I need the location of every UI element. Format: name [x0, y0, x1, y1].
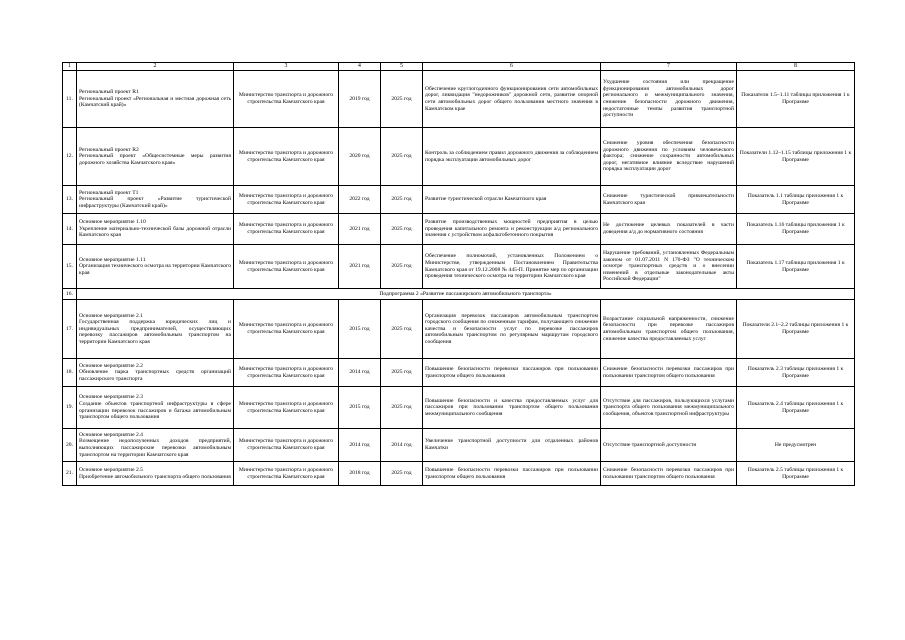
- row-number-cell: 21.: [63, 462, 77, 486]
- column-number: 8: [737, 63, 855, 71]
- end-year-cell: 2025 год: [381, 214, 423, 245]
- consequences-cell: Снижение безопасности перевозки пассажиров при пользовании транспортом общего пользования: [601, 359, 737, 387]
- consequences-cell: Ухудшение состояния или прекращение функционирования автомобильных дорог регионального и межмуниципального значения, снижение безопасности дорожного движения, недостаточные темпы развития транспортной доступности: [601, 71, 737, 128]
- table-row: [63, 128, 855, 186]
- column-number: 1: [63, 63, 77, 71]
- indicator-link-cell: Показатели 1.12–1.15 таблицы приложения 1 к Программе: [737, 128, 855, 186]
- consequences-cell: Возрастание социальной напряженности, снижение безопасности при перевозке пассажиров автомобильным транспортом общего пользования, снижение качества предоставляемых услуг: [601, 300, 737, 359]
- consequences-cell: Снижение уровня обеспечения безопасности дорожного движения по условиям человеческого фактора; снижение сохранности автомобильных дорог, негативное влияние вследствие нарушений порядка эксплуатации дорог: [601, 128, 737, 186]
- consequences-cell: Не достижение целевых показателей в части доведения а/д до нормативного состояния: [601, 214, 737, 245]
- start-year-cell: 2018 год: [339, 462, 381, 486]
- column-number: 5: [381, 63, 423, 71]
- end-year-cell: 2025 год: [381, 245, 423, 289]
- table-row: [63, 186, 855, 214]
- column-number: 6: [423, 63, 601, 71]
- expected-result-cell: Развитие производственных мощностей предприятия в целью проведения капитального ремонта и реконструкции а/д регионального значения с устройством асфальтобетонного покрытия: [423, 214, 601, 245]
- expected-result-cell: Контроль за соблюдением правил дорожного движения за соблюдением порядка эксплуатации автомобильных дорог: [423, 128, 601, 186]
- indicator-link-cell: Показатель 2.3 таблицы приложения 1 к Программе: [737, 359, 855, 387]
- indicator-link-cell: Показатели 2.1–2.2 таблицы приложения 1 к Программе: [737, 300, 855, 359]
- consequences-cell: Снижение безопасности перевозки пассажиров при пользовании транспортом общего пользования: [601, 462, 737, 486]
- column-number: 3: [234, 63, 339, 71]
- indicator-link-cell: Показатель 2.5 таблицы приложения 1 к Программе: [737, 462, 855, 486]
- row-number-cell: 11.: [63, 71, 77, 128]
- responsible-executor-cell: Министерство транспорта и дорожного строительства Камчатского края: [234, 128, 339, 186]
- row-number-cell: 17.: [63, 300, 77, 359]
- column-number: 2: [77, 63, 234, 71]
- row-number-cell: 16.: [63, 289, 77, 300]
- table-row: [63, 462, 855, 486]
- start-year-cell: 2015 год: [339, 387, 381, 429]
- table-row: [63, 387, 855, 429]
- start-year-cell: 2014 год: [339, 359, 381, 387]
- measure-name-cell: Основное мероприятие 2.5 Приобретение автомобильного транспорта общего пользования: [77, 462, 234, 486]
- indicator-link-cell: Показатели 1.5–1.11 таблицы приложения 1 к Программе: [737, 71, 855, 128]
- measure-name-cell: Основное мероприятие 2.2 Обновление парка транспортных средств организаций пассажирского транспорта: [77, 359, 234, 387]
- expected-result-cell: Повышение безопасности и качества предоставляемых услуг для пассажиров при пользовании транспортом общего пользования межмуниципального сообщения: [423, 387, 601, 429]
- end-year-cell: 2025 год: [381, 300, 423, 359]
- column-number-header-row: [63, 63, 855, 71]
- expected-result-cell: Обеспечение круглогодичного функционирования сети автомобильных дорог, ликвидация "недорожников" дорожной сети, развитие опорной сети автомобильных дорог общего пользования местного значения в Камчатском крае: [423, 71, 601, 128]
- indicator-link-cell: Показатель 2.4 таблицы приложения 1 к Программе: [737, 387, 855, 429]
- measure-name-cell: Региональный проект T1 Региональный проект «Развитие туристической инфраструктуры (Камчатский край)»: [77, 186, 234, 214]
- start-year-cell: 2022 год: [339, 186, 381, 214]
- subprogram-title: Подпрограмма 2 «Развитие пассажирского автомобильного транспорта»: [77, 289, 855, 300]
- table-row: [63, 71, 855, 128]
- column-number: 4: [339, 63, 381, 71]
- indicator-link-cell: Не предусмотрен: [737, 429, 855, 462]
- end-year-cell: 2025 год: [381, 387, 423, 429]
- end-year-cell: 2025 год: [381, 462, 423, 486]
- row-number-cell: 12.: [63, 128, 77, 186]
- consequences-cell: Отсутствие для пассажиров, пользующихся услугами транспорта общего пользования межмуниципального сообщения, объектов транспортной инфраструктуры: [601, 387, 737, 429]
- indicator-link-cell: Показатель 1.16 таблицы приложения 1 к Программе: [737, 214, 855, 245]
- responsible-executor-cell: Министерство транспорта и дорожного строительства Камчатского края: [234, 71, 339, 128]
- end-year-cell: 2025 год: [381, 186, 423, 214]
- responsible-executor-cell: Министерство транспорта и дорожного строительства Камчатского края: [234, 462, 339, 486]
- consequences-cell: Нарушение требований, установленных Федеральным законом от 01.07.2011 N 170-ФЗ "О техническом осмотре транспортных средств и о внесении изменений в отдельные законодательные акты Российской Федерации": [601, 245, 737, 289]
- measure-name-cell: Основное мероприятие 2.4 Возмещение недополученных доходов предприятий, выполняющих пассажирские перевозки автомобильным транспортом на территории Камчатского края: [77, 429, 234, 462]
- responsible-executor-cell: Министерство транспорта и дорожного строительства Камчатского края: [234, 186, 339, 214]
- table-row: [63, 359, 855, 387]
- table-row: [63, 245, 855, 289]
- column-number: 7: [601, 63, 737, 71]
- responsible-executor-cell: Министерство транспорта и дорожного строительства Камчатского края: [234, 214, 339, 245]
- indicator-link-cell: Показатель 1.1 таблицы приложения 1 к Программе: [737, 186, 855, 214]
- table-row: [63, 214, 855, 245]
- measure-name-cell: Основное мероприятие 1.11 Организация технического осмотра на территории Камчатского края: [77, 245, 234, 289]
- responsible-executor-cell: Министерство транспорта и дорожного строительства Камчатского края: [234, 300, 339, 359]
- end-year-cell: 2025 год: [381, 359, 423, 387]
- end-year-cell: 2014 год: [381, 429, 423, 462]
- responsible-executor-cell: Министерство транспорта и дорожного строительства Камчатского края: [234, 429, 339, 462]
- responsible-executor-cell: Министерство транспорта и дорожного строительства Камчатского края: [234, 387, 339, 429]
- start-year-cell: 2019 год: [339, 71, 381, 128]
- table-row: [63, 429, 855, 462]
- start-year-cell: 2014 год: [339, 429, 381, 462]
- expected-result-cell: Увеличение транспортной доступности для отдаленных районов Камчатки: [423, 429, 601, 462]
- expected-result-cell: Развитие туристической отрасли Камчатского края: [423, 186, 601, 214]
- start-year-cell: 2020 год: [339, 128, 381, 186]
- end-year-cell: 2025 год: [381, 128, 423, 186]
- end-year-cell: 2025 год: [381, 71, 423, 128]
- table-row: [63, 300, 855, 359]
- subprogram-header-row: [63, 289, 855, 300]
- start-year-cell: 2021 год: [339, 214, 381, 245]
- start-year-cell: 2015 год: [339, 300, 381, 359]
- row-number-cell: 20.: [63, 429, 77, 462]
- measure-name-cell: Региональный проект R1 Региональный проект «Региональная и местная дорожная сеть (Камчатский край)»: [77, 71, 234, 128]
- start-year-cell: 2021 год: [339, 245, 381, 289]
- consequences-cell: Отсутствие транспортной доступности: [601, 429, 737, 462]
- row-number-cell: 19.: [63, 387, 77, 429]
- measure-name-cell: Основное мероприятие 1.10 Укрепление материально-технической базы дорожной отрасли Камчатского края: [77, 214, 234, 245]
- indicator-link-cell: Показатель 1.17 таблицы приложения 1 к Программе: [737, 245, 855, 289]
- expected-result-cell: Повышение безопасности перевозки пассажиров при пользовании транспортом общего пользования: [423, 359, 601, 387]
- row-number-cell: 13.: [63, 186, 77, 214]
- program-measures-table: [62, 62, 855, 486]
- row-number-cell: 14.: [63, 214, 77, 245]
- consequences-cell: Снижение туристической привлекательности Камчатского края: [601, 186, 737, 214]
- expected-result-cell: Повышение безопасности перевозки пассажиров при пользовании транспортом общего пользования: [423, 462, 601, 486]
- measure-name-cell: Основное мероприятие 2.3 Создание объектов транспортной инфраструктуры в сфере организации перевозок пассажиров и багажа автомобильным транспортом общего пользования: [77, 387, 234, 429]
- row-number-cell: 15.: [63, 245, 77, 289]
- expected-result-cell: Организация перевозок пассажиров автомобильным транспортом городского сообщения по сниженным тарифам, получающего снижение качества и безопасности услуг по перевозке пассажиров автомобильным транспортом по регулярным маршрутам городского сообщения: [423, 300, 601, 359]
- document-page: [62, 62, 854, 486]
- expected-result-cell: Обеспечение полномочий, установленных Положением о Министерстве, утвержденным Постановлением Правительства Камчатского края от 19.12.2008 № 445-П. Принятие мер по организации проведения технического осмотра на территории Камчатского края: [423, 245, 601, 289]
- measure-name-cell: Основное мероприятие 2.1 Государственная поддержка юридических лиц и индивидуальных предпринимателей, осуществляющих перевозку пассажиров автомобильным транспортом на территории Камчатского края: [77, 300, 234, 359]
- measure-name-cell: Региональный проект R2 Региональный проект «Общесистемные меры развития дорожного хозяйства Камчатского края»: [77, 128, 234, 186]
- responsible-executor-cell: Министерство транспорта и дорожного строительства Камчатского края: [234, 245, 339, 289]
- row-number-cell: 18.: [63, 359, 77, 387]
- responsible-executor-cell: Министерство транспорта и дорожного строительства Камчатского края: [234, 359, 339, 387]
